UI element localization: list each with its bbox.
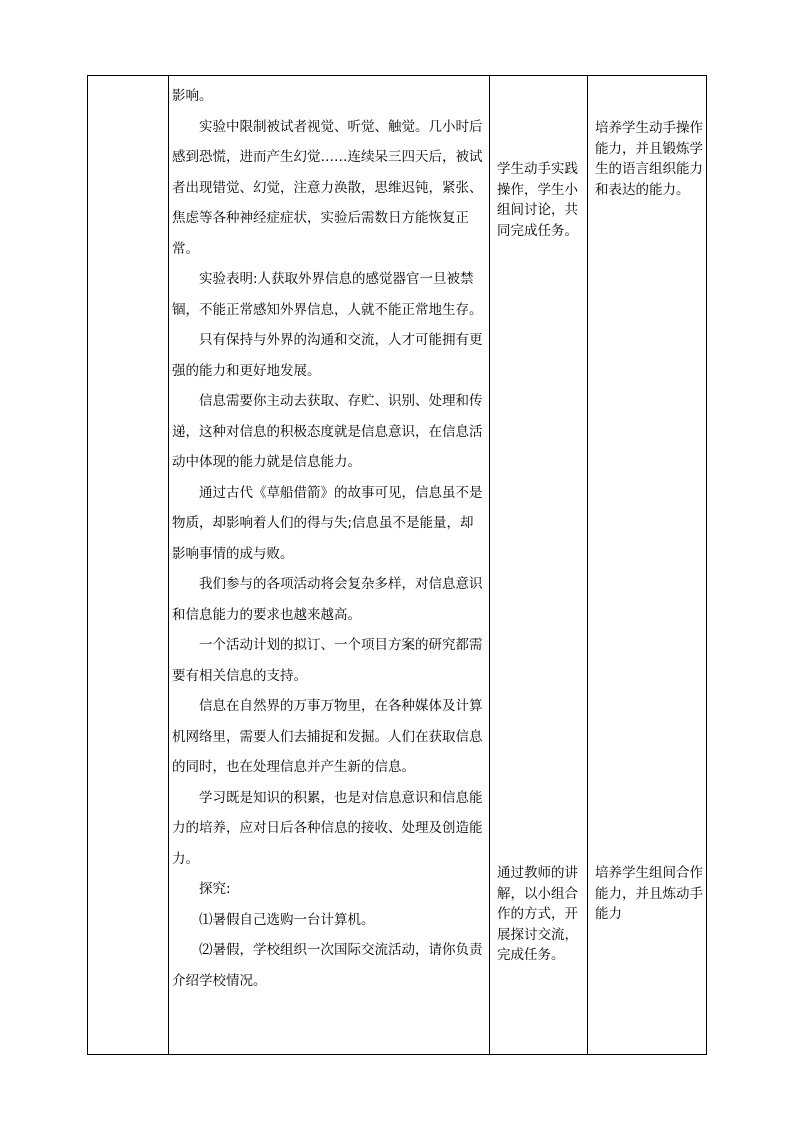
design-intent-text: 培养学生组间合作能力，并且炼动手能力 <box>595 865 703 922</box>
content-paragraph: 一个活动计划的拟订、一个项目方案的研究都需要有相关信息的支持。 <box>172 637 483 684</box>
content-paragraph: 只有保持与外界的沟通和交流，人才可能拥有更强的能力和更好地发展。 <box>172 332 483 379</box>
design-intent-text: 培养学生动手操作能力，并且锻炼学生的语言组织能力和表达的能力。 <box>595 120 703 198</box>
content-paragraph: 通过古代《草船借箭》的故事可见，信息虽不是物质，却影响着人们的得与失;信息虽不是能量，却影响事情的成与败。 <box>172 484 483 562</box>
content-paragraph: 信息在自然界的万事万物里，在各种媒体及计算机网络里，需要人们去捕捉和发掘。人们在获取信息的同时，也在处理信息并产生新的信息。 <box>172 698 483 775</box>
column-divider-2 <box>489 76 490 1054</box>
student-activity-text: 通过教师的讲解，以小组合作的方式，开展探讨交流，完成任务。 <box>497 865 578 963</box>
design-intent-2 <box>595 863 703 925</box>
column-divider-1 <box>168 76 169 1054</box>
content-paragraph: 探究: <box>199 881 231 897</box>
student-activity-text: 学生动手实践操作，学生小组间讨论，共同完成任务。 <box>497 161 578 239</box>
content-paragraph: 实验中限制被试者视觉、听觉、触觉。几小时后感到恐慌，进而产生幻觉……连续呆三四天后，被试者出现错觉、幻觉，注意力涣散，思维迟钝，紧张、焦虑等各种神经症症状，实验后需数日方能恢复正常。 <box>172 118 483 257</box>
content-paragraph: ⑴暑假自己选购一台计算机。 <box>199 911 375 928</box>
student-activity-2 <box>497 863 581 966</box>
student-activity-1 <box>497 159 581 241</box>
lesson-plan-table <box>87 75 707 1055</box>
content-paragraph: 影响。 <box>172 88 213 104</box>
content-paragraph: 我们参与的各项活动将会复杂多样，对信息意识和信息能力的要求也越来越高。 <box>172 576 483 623</box>
content-paragraph: 学习既是知识的积累，也是对信息意识和信息能力的培养，应对日后各种信息的接收、处理及创造能力。 <box>172 789 483 867</box>
teaching-content-column <box>172 81 486 996</box>
content-paragraph: 实验表明:人获取外界信息的感觉器官一旦被禁锢，不能正常感知外界信息，人就不能正常地生存。 <box>172 271 483 318</box>
design-intent-1 <box>595 118 703 200</box>
content-paragraph: 信息需要你主动去获取、存贮、识别、处理和传递，这种对信息的积极态度就是信息意识，在信息活动中体现的能力就是信息能力。 <box>172 393 483 470</box>
column-divider-3 <box>587 76 588 1054</box>
content-paragraph: ⑵暑假，学校组织一次国际交流活动，请你负责介绍学校情况。 <box>172 942 483 989</box>
